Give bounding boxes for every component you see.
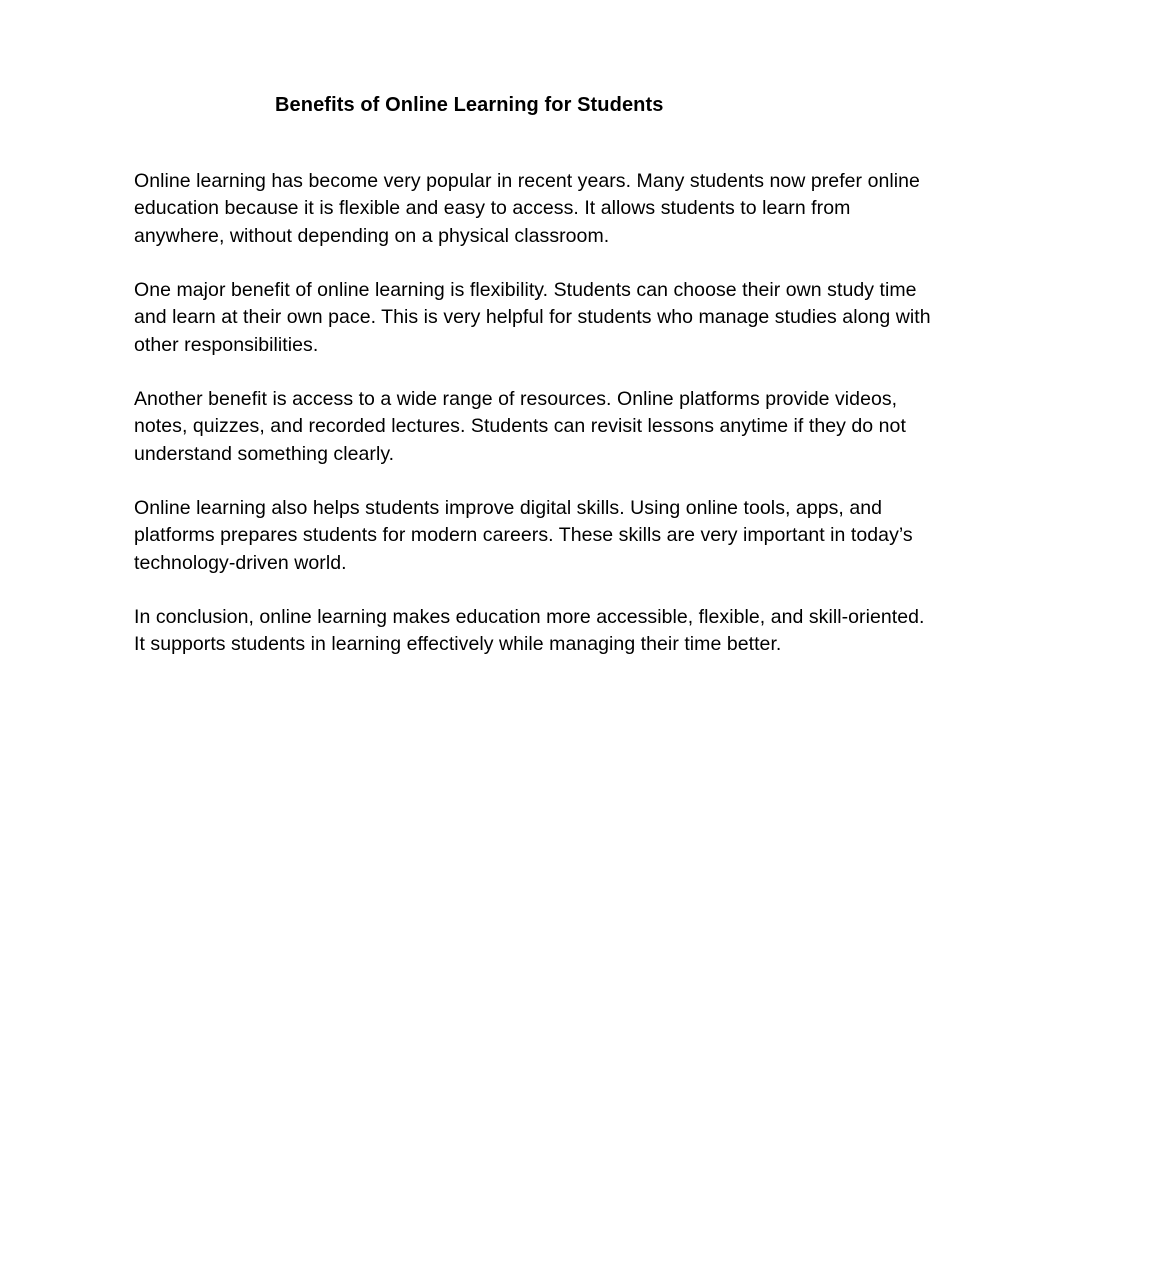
paragraph: One major benefit of online learning is flexibility. Students can choose their own study time and learn at their own pace. This is very helpful for students who manage studies along with other responsibilities. bbox=[134, 279, 931, 356]
paragraph: Online learning also helps students improve digital skills. Using online tools, apps, and platforms prepares students for modern careers. These skills are very important in today’s technology-driven world. bbox=[134, 497, 913, 574]
paragraph: Online learning has become very popular in recent years. Many students now prefer online education because it is flexible and easy to access. It allows students to learn from anywhere, without depending on a physical classroom. bbox=[134, 170, 920, 247]
document-title: Benefits of Online Learning for Students bbox=[275, 94, 664, 116]
document-body bbox=[134, 168, 1038, 659]
paragraph: Another benefit is access to a wide range of resources. Online platforms provide videos, notes, quizzes, and recorded lectures. Students can revisit lessons anytime if they do not understand something clearly. bbox=[134, 388, 906, 465]
paragraph: In conclusion, online learning makes education more accessible, flexible, and skill-oriented. It supports students in learning effectively while managing their time better. bbox=[134, 606, 925, 656]
